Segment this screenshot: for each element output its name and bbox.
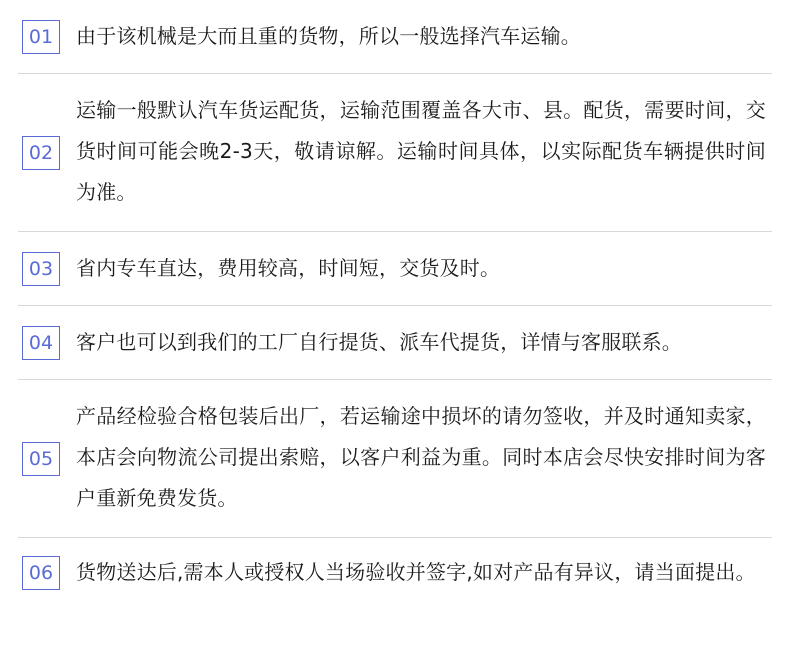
item-text: 客户也可以到我们的工厂自行提货、派车代提货，详情与客服联系。: [76, 330, 682, 354]
item-text: 由于该机械是大而且重的货物，所以一般选择汽车运输。: [76, 24, 581, 48]
list-item: [18, 0, 772, 74]
list-item: [18, 74, 772, 232]
item-number-cell: [18, 442, 70, 476]
item-number-cell: [18, 326, 70, 360]
item-number-badge: 06: [22, 556, 60, 590]
item-number-badge: 01: [22, 20, 60, 54]
item-number-cell: [18, 556, 70, 590]
item-number-cell: [18, 20, 70, 54]
list-item: [18, 380, 772, 538]
list-item: [18, 538, 772, 607]
item-text: 省内专车直达，费用较高，时间短，交货及时。: [76, 256, 501, 280]
item-text: 货物送达后,需本人或授权人当场验收并签字,如对产品有异议，请当面提出。: [76, 560, 756, 584]
item-text: 产品经检验合格包装后出厂，若运输途中损坏的请勿签收，并及时通知卖家，本店会向物流公司提出索赔，以客户利益为重。同时本店会尽快安排时间为客户重新免费发货。: [76, 404, 766, 510]
item-text: 运输一般默认汽车货运配货，运输范围覆盖各大市、县。配货，需要时间，交货时间可能会晚2-3天，敬请谅解。运输时间具体，以实际配货车辆提供时间为准。: [76, 98, 766, 204]
item-number-badge: 03: [22, 252, 60, 286]
list-item: [18, 306, 772, 380]
item-number-badge: 04: [22, 326, 60, 360]
item-number-badge: 05: [22, 442, 60, 476]
list-item: [18, 232, 772, 306]
item-number-cell: [18, 252, 70, 286]
item-number-cell: [18, 136, 70, 170]
item-number-badge: 02: [22, 136, 60, 170]
